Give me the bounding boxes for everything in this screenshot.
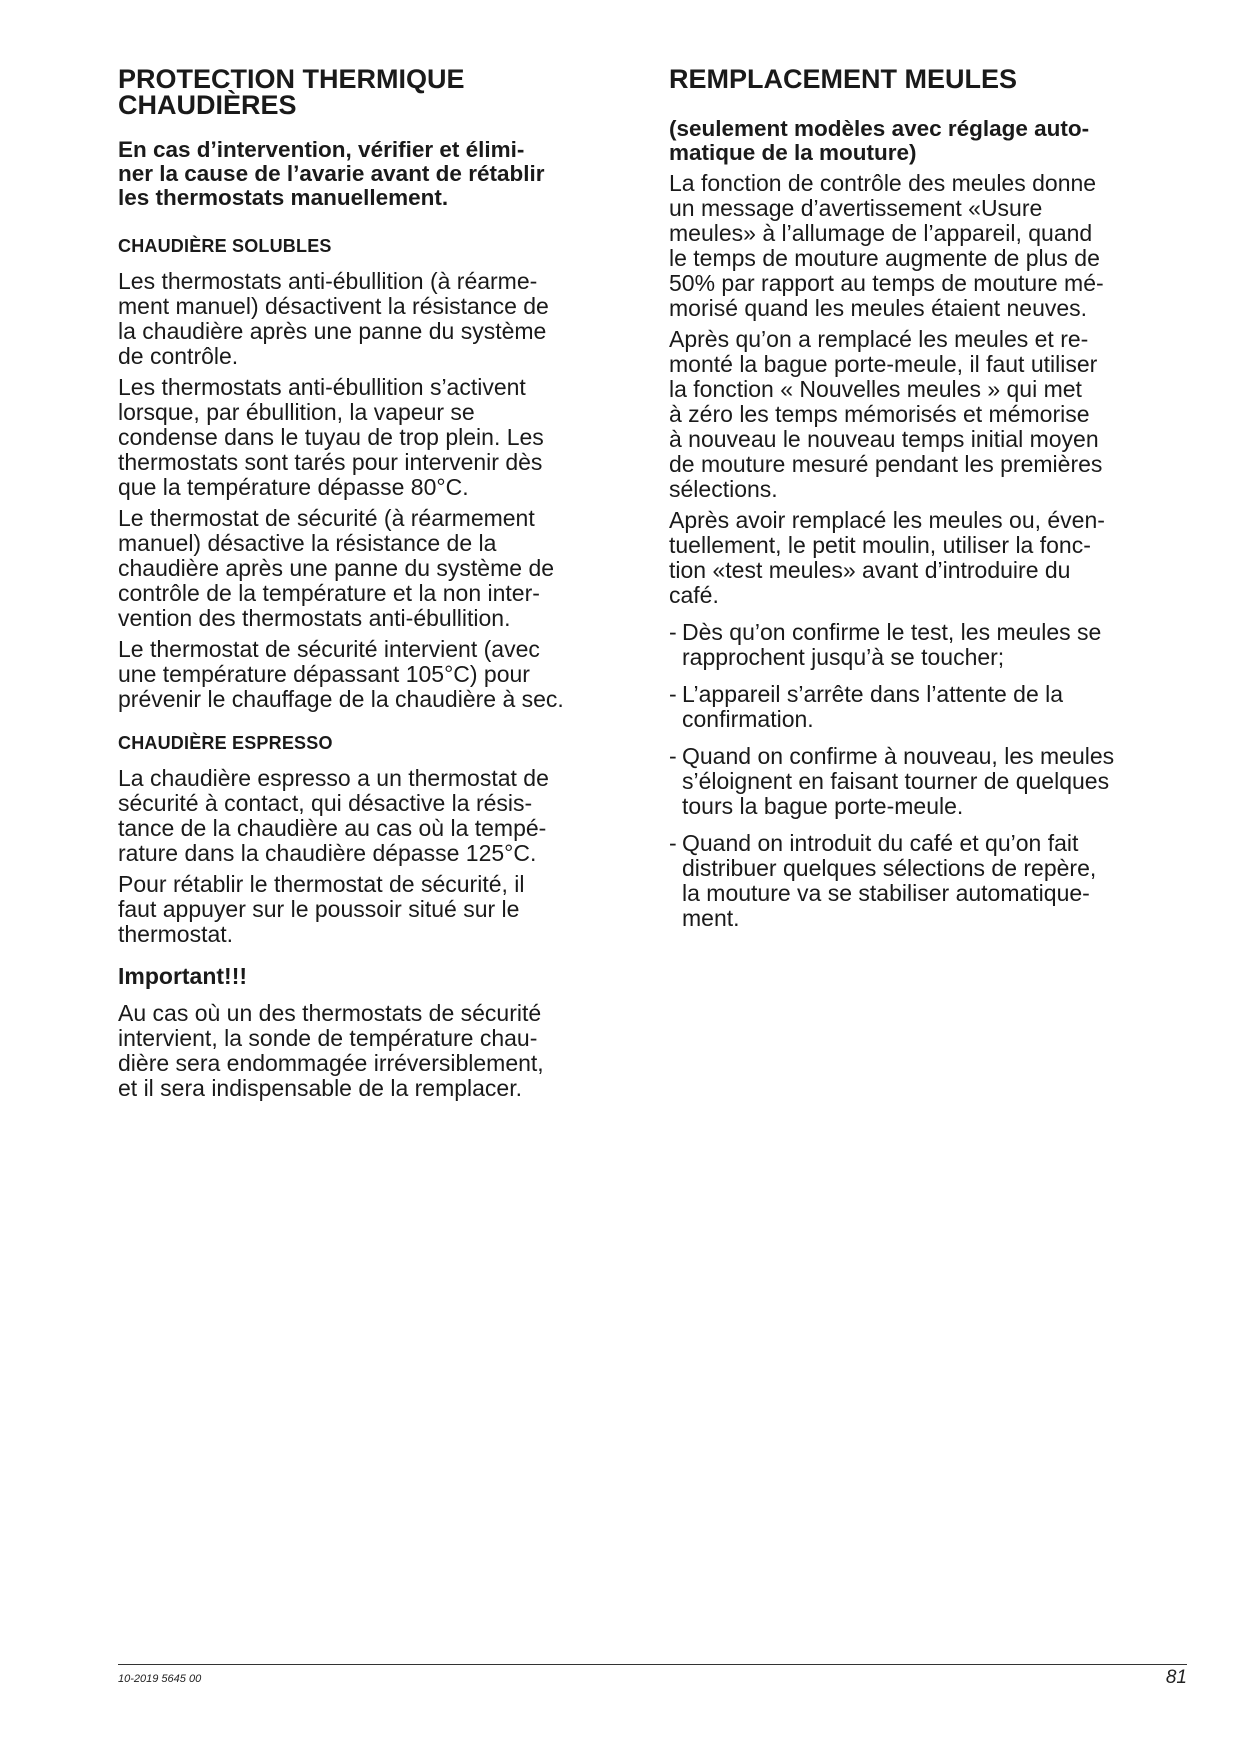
text-line: Dès qu’on confirme le test, les meules se	[682, 619, 1102, 645]
text-line: de contrôle.	[118, 343, 239, 369]
text-line: que la température dépasse 80°C.	[118, 474, 469, 500]
title-line: PROTECTION THERMIQUE	[118, 64, 465, 94]
document-code: 10-2019 5645 00	[118, 1673, 202, 1685]
text-line: Après avoir remplacé les meules ou, éven-	[669, 507, 1105, 533]
text-line: L’appareil s’arrête dans l’attente de la	[682, 681, 1064, 707]
list-item-text	[682, 744, 1189, 819]
text-line: confirmation.	[682, 706, 814, 732]
text-line: un message d’avertissement «Usure	[669, 195, 1043, 221]
paragraph	[118, 375, 638, 500]
text-line: monté la bague porte-meule, il faut utiliser	[669, 351, 1098, 377]
text-line: Pour rétablir le thermostat de sécurité, il	[118, 871, 525, 897]
warning-lead	[118, 138, 638, 210]
text-line: de mouture mesuré pendant les premières	[669, 451, 1103, 477]
text-line: Le thermostat de sécurité (à réarmement	[118, 505, 535, 531]
paragraph	[669, 508, 1189, 608]
text-line: rapprochent jusqu’à se toucher;	[682, 644, 1005, 670]
text-line: s’éloignent en faisant tourner de quelques	[682, 768, 1110, 794]
text-line: vention des thermostats anti-ébullition.	[118, 605, 511, 631]
text-line: chaudière après une panne du système de	[118, 555, 555, 581]
text-line: ment.	[682, 905, 740, 931]
text-line: tours la bague porte-meule.	[682, 793, 964, 819]
text-line: Le thermostat de sécurité intervient (avec	[118, 636, 540, 662]
list-item-text	[682, 831, 1189, 931]
text-line: une température dépassant 105°C) pour	[118, 661, 530, 687]
text-line: sélections.	[669, 476, 778, 502]
footer-divider	[118, 1664, 1187, 1665]
paragraph	[669, 171, 1189, 321]
section-title-grinder-replacement: REMPLACEMENT MEULES	[669, 64, 1018, 94]
paragraph	[118, 506, 638, 631]
text-line: 50% par rapport au temps de mouture mé-	[669, 270, 1104, 296]
text-line: manuel) désactive la résistance de la	[118, 530, 497, 556]
text-line: La chaudière espresso a un thermostat de	[118, 765, 549, 791]
text-line: la mouture va se stabiliser automatique-	[682, 880, 1090, 906]
text-line: rature dans la chaudière dépasse 125°C.	[118, 840, 537, 866]
text-line: condense dans le tuyau de trop plein. Les	[118, 424, 544, 450]
text-line: morisé quand les meules étaient neuves.	[669, 295, 1088, 321]
left-column	[118, 66, 638, 1101]
text-line: sécurité à contact, qui désactive la résis-	[118, 790, 533, 816]
text-line: Quand on introduit du café et qu’on fait	[682, 830, 1079, 856]
list-item-text	[682, 682, 1189, 732]
bullet-dash: -	[669, 619, 677, 645]
bullet-dash: -	[669, 681, 677, 707]
important-paragraph	[118, 1001, 638, 1101]
list-item	[669, 682, 1189, 732]
text-line: la fonction « Nouvelles meules » qui met	[669, 376, 1082, 402]
title-line: CHAUDIÈRES	[118, 90, 297, 120]
steps-list	[669, 620, 1189, 931]
text-line: lorsque, par ébullition, la vapeur se	[118, 399, 475, 425]
text-line: café.	[669, 582, 719, 608]
text-line: prévenir le chauffage de la chaudière à sec.	[118, 686, 564, 712]
lead-line: matique de la mouture)	[669, 140, 917, 165]
lead-line: En cas d’intervention, vérifier et élimi-	[118, 137, 525, 162]
lead-line: ner la cause de l’avarie avant de rétablir	[118, 161, 545, 186]
list-item	[669, 744, 1189, 819]
list-item	[669, 831, 1189, 931]
lead-line: les thermostats manuellement.	[118, 185, 449, 210]
bullet-dash: -	[669, 743, 677, 769]
paragraph	[669, 327, 1189, 502]
text-line: distribuer quelques sélections de repère,	[682, 855, 1097, 881]
text-line: tion «test meules» avant d’introduire du	[669, 557, 1071, 583]
right-column	[669, 66, 1189, 943]
list-item-text	[682, 620, 1189, 670]
paragraph	[118, 766, 638, 866]
lead-line: (seulement modèles avec réglage auto-	[669, 116, 1090, 141]
text-line: à zéro les temps mémorisés et mémorise	[669, 401, 1090, 427]
text-line: tance de la chaudière au cas où la tempé-	[118, 815, 547, 841]
section-title-thermal-protection	[118, 66, 638, 118]
text-line: contrôle de la température et la non inter-	[118, 580, 540, 606]
text-line: intervient, la sonde de température chau-	[118, 1025, 538, 1051]
text-line: et il sera indispensable de la remplacer.	[118, 1075, 523, 1101]
paragraph	[118, 269, 638, 369]
text-line: la chaudière après une panne du système	[118, 318, 547, 344]
text-line: faut appuyer sur le poussoir situé sur le	[118, 896, 520, 922]
text-line: meules» à l’allumage de l’appareil, quand	[669, 220, 1093, 246]
list-item	[669, 620, 1189, 670]
important-heading: Important!!!	[118, 963, 248, 989]
text-line: Les thermostats anti-ébullition (à réarme-	[118, 268, 538, 294]
text-line: Après qu’on a remplacé les meules et re-	[669, 326, 1089, 352]
text-line: thermostats sont tarés pour intervenir dès	[118, 449, 543, 475]
text-line: Les thermostats anti-ébullition s’activent	[118, 374, 526, 400]
paragraph	[118, 637, 638, 712]
text-line: La fonction de contrôle des meules donne	[669, 170, 1097, 196]
text-line: thermostat.	[118, 921, 234, 947]
text-line: le temps de mouture augmente de plus de	[669, 245, 1100, 271]
text-line: ment manuel) désactivent la résistance de	[118, 293, 549, 319]
text-line: Quand on confirme à nouveau, les meules	[682, 743, 1115, 769]
text-line: dière sera endommagée irréversiblement,	[118, 1050, 544, 1076]
text-line: tuellement, le petit moulin, utiliser la fonc-	[669, 532, 1091, 558]
paragraph	[118, 872, 638, 947]
subheading-soluble-boiler: CHAUDIÈRE SOLUBLES	[118, 236, 332, 256]
subheading-espresso-boiler: CHAUDIÈRE ESPRESSO	[118, 733, 333, 753]
page-number: 81	[1165, 1667, 1187, 1688]
bullet-dash: -	[669, 830, 677, 856]
text-line: à nouveau le nouveau temps initial moyen	[669, 426, 1099, 452]
model-note-lead	[669, 117, 1189, 165]
text-line: Au cas où un des thermostats de sécurité	[118, 1000, 542, 1026]
